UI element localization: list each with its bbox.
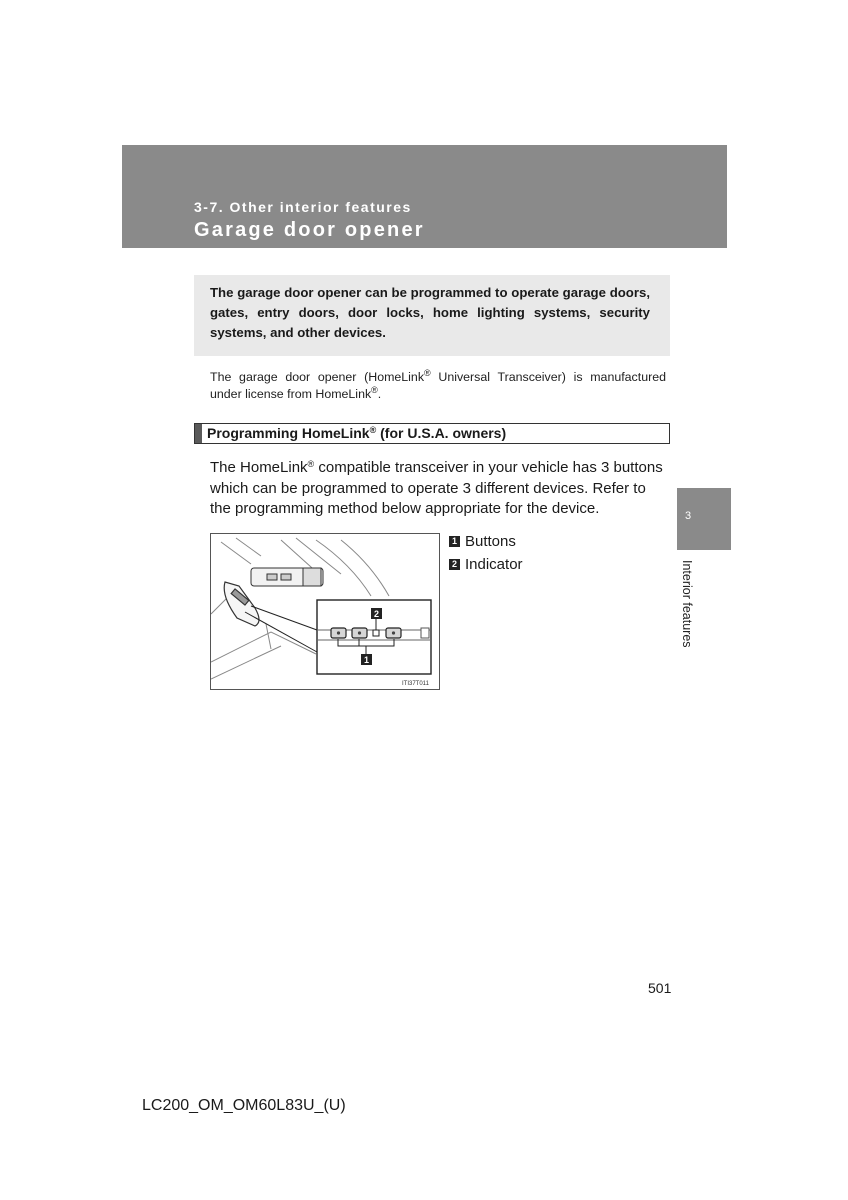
overhead-console-drawing [211, 534, 439, 689]
legend-number-badge: 2 [449, 559, 460, 570]
figure-code: ITI37T011 [402, 681, 429, 687]
registered-mark: ® [371, 385, 378, 395]
license-note-part2: Universal Transceiver) is manufactured under license from HomeLink [210, 370, 666, 401]
homelink-illustration [210, 533, 440, 690]
subhead-part2: (for U.S.A. owners) [376, 425, 507, 441]
intro-text: The garage door opener can be programmed to operate garage doors, gates, entry doors, door locks, home lighting systems, security systems, and other devices. [210, 285, 650, 340]
legend-label: Buttons [465, 533, 516, 550]
license-note-part3: . [377, 387, 382, 401]
license-note-part1: The garage door opener (HomeLink [210, 370, 425, 384]
registered-mark: ® [424, 368, 431, 378]
document-code: LC200_OM_OM60L83U_(U) [142, 1097, 346, 1114]
legend-number-badge: 1 [449, 536, 460, 547]
section-label: 3-7. Other interior features [194, 199, 412, 215]
legend-label: Indicator [465, 556, 523, 573]
body-part1: The HomeLink [210, 459, 308, 476]
chapter-header-band [122, 145, 727, 248]
subsection-heading-text [207, 425, 506, 442]
chapter-side-label: Interior features [680, 560, 694, 648]
legend-item [449, 553, 523, 576]
chapter-side-tab [677, 488, 731, 550]
license-note [210, 369, 666, 403]
callout-2-label: 2 [373, 609, 380, 619]
page-number: 501 [648, 980, 672, 996]
registered-mark: ® [369, 425, 377, 435]
legend-item [449, 530, 523, 553]
body-paragraph [210, 458, 668, 520]
callout-1-label: 1 [363, 655, 370, 665]
page-title: Garage door opener [194, 219, 425, 241]
registered-mark: ® [307, 459, 315, 469]
subsection-heading-marker [195, 424, 202, 443]
intro-box [194, 275, 670, 356]
subsection-heading [194, 423, 670, 444]
subhead-part1: Programming HomeLink [207, 425, 370, 441]
chapter-number: 3 [685, 510, 692, 522]
figure-legend [449, 530, 523, 576]
body-part2: compatible transceiver in your vehicle has 3 buttons which can be programmed to operate 3 different devices. Refer to the programming method below appropriate for the device. [210, 459, 663, 517]
